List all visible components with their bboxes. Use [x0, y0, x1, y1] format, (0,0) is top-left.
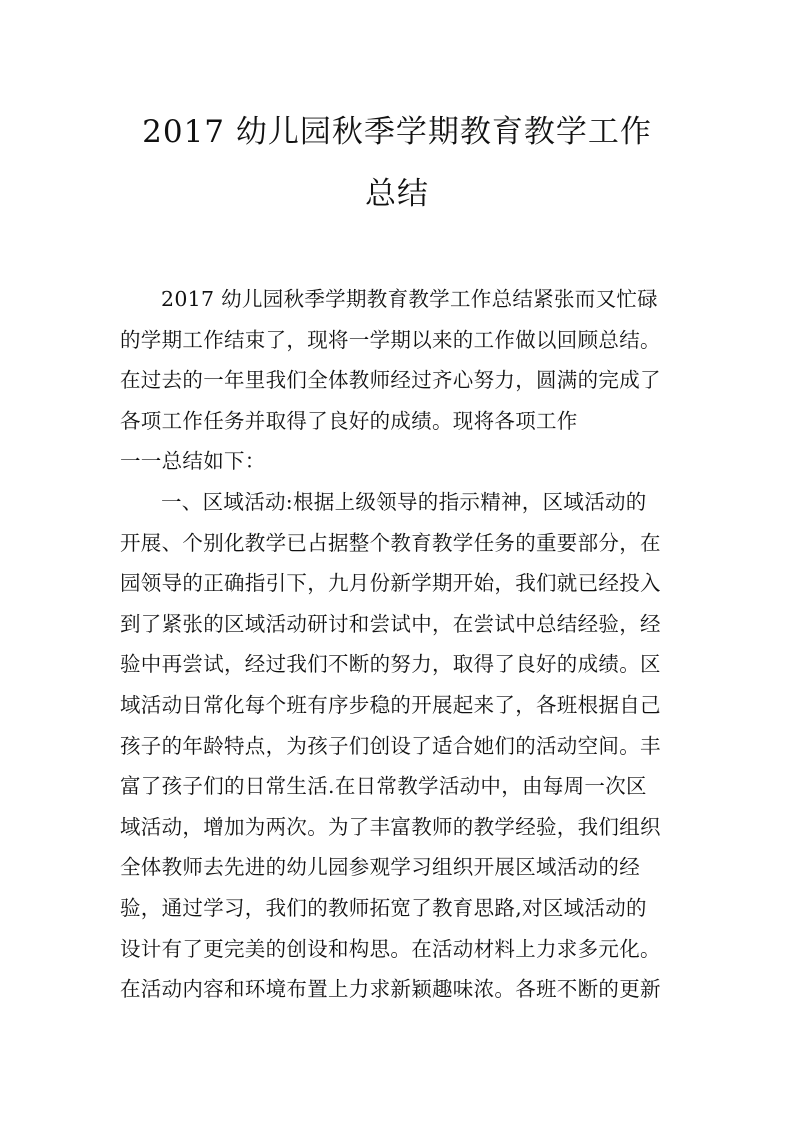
body-line: 域活动，增加为两次。为了丰富教师的教学经验，我们组织 [120, 814, 661, 839]
body-line: 验，通过学习，我们的教师拓宽了教育思路,对区域活动的 [120, 895, 647, 920]
body-line: 富了孩子们的日常生活.在日常教学活动中，由每周一次区 [120, 774, 647, 799]
body-line: 2017 幼儿园秋季学期教育教学工作总结紧张而又忙碌 [161, 287, 658, 311]
body-line: 在过去的一年里我们全体教师经过齐心努力，圆满的完成了 [120, 368, 661, 393]
document-title-line-1: 2017 幼儿园秋季学期教育教学工作 [142, 114, 652, 150]
body-line: 域活动日常化每个班有序步稳的开展起来了，各班根据自己 [120, 692, 661, 717]
body-line: 园领导的正确指引下，九月份新学期开始，我们就已经投入 [120, 571, 661, 596]
body-line: 设计有了更完美的创设和构思。在活动材料上力求多元化。 [120, 936, 661, 961]
body-line: 一一总结如下： [120, 449, 266, 474]
document-body [120, 286, 690, 1017]
document-title-line-2: 总结 [365, 176, 429, 212]
body-line: 孩子的年龄特点，为孩子们创设了适合她们的活动空间。丰 [120, 733, 661, 758]
body-line: 全体教师去先进的幼儿园参观学习组织开展区域活动的经 [120, 855, 640, 880]
body-line: 各项工作任务并取得了良好的成绩。现将各项工作 [120, 408, 578, 433]
body-line: 验中再尝试，经过我们不断的努力，取得了良好的成绩。区 [120, 652, 661, 677]
body-line: 开展、个别化教学已占据整个教育教学任务的重要部分，在 [120, 530, 661, 555]
body-line: 到了紧张的区域活动研讨和尝试中，在尝试中总结经验，经 [120, 611, 661, 636]
body-line: 在活动内容和环境布置上力求新颖趣味浓。各班不断的更新 [120, 977, 661, 1002]
body-line: 的学期工作结束了，现将一学期以来的工作做以回顾总结。 [120, 327, 661, 352]
body-line: 一、区域活动:根据上级领导的指示精神，区域活动的 [161, 489, 647, 514]
